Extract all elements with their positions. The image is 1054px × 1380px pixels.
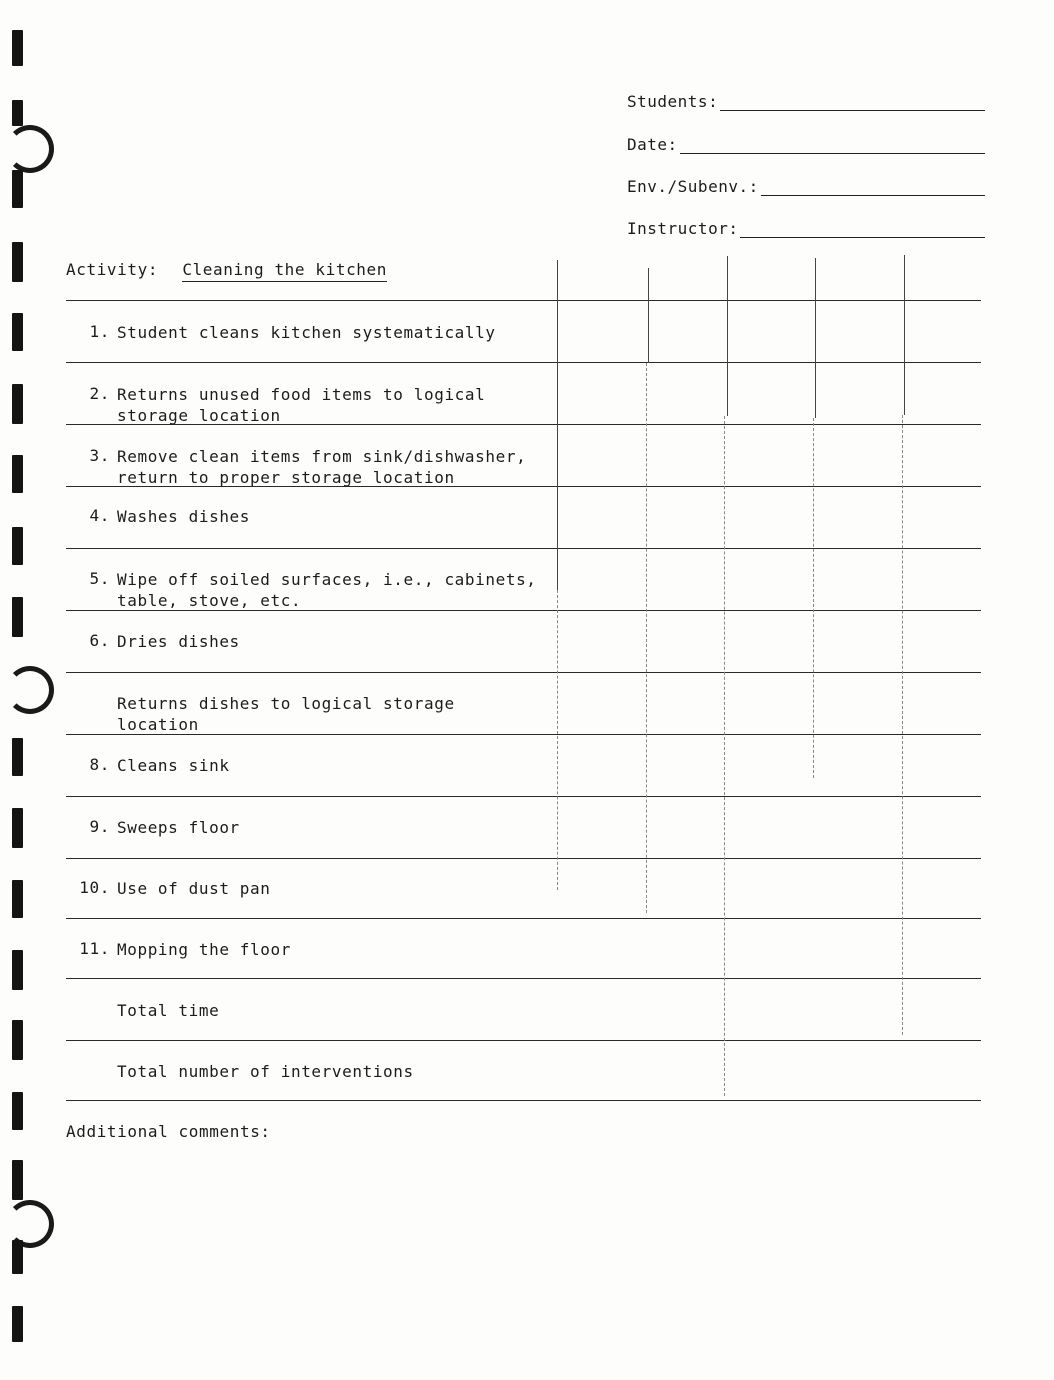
total-time-label — [117, 1000, 547, 1021]
row-label — [117, 631, 547, 652]
instructor-field[interactable] — [627, 217, 985, 238]
row-number: 9. — [89, 817, 110, 836]
binder-hole — [6, 125, 54, 173]
binder-mark — [12, 313, 23, 351]
binder-mark — [12, 527, 23, 565]
instructor-label: Instructor: — [627, 219, 739, 238]
env-label: Env./Subenv.: — [627, 177, 759, 196]
activity-value: Cleaning the kitchen — [182, 260, 387, 282]
students-label: Students: — [627, 92, 719, 111]
row-label-line: Use of dust pan — [117, 879, 271, 898]
table-rule — [66, 918, 981, 919]
table-rule — [66, 1100, 981, 1101]
row-label-line: Sweeps floor — [117, 818, 240, 837]
additional-comments-label: Additional comments: — [66, 1122, 271, 1141]
binder-mark — [12, 455, 23, 493]
students-field[interactable] — [627, 90, 985, 111]
row-label-line: storage location — [117, 406, 281, 425]
row-label-line: Dries dishes — [117, 632, 240, 651]
date-field[interactable] — [627, 133, 985, 154]
row-number: 8. — [89, 755, 110, 774]
row-label — [117, 817, 547, 838]
column-divider — [724, 416, 725, 1096]
binder-hole — [6, 666, 54, 714]
date-label: Date: — [627, 135, 678, 154]
students-blank[interactable] — [720, 90, 985, 111]
row-label-line: Washes dishes — [117, 507, 251, 526]
row-label-line: Cleans sink — [117, 756, 230, 775]
row-number: 6. — [89, 631, 110, 650]
binder-mark — [12, 1020, 23, 1060]
env-blank[interactable] — [761, 175, 985, 196]
row-label — [117, 322, 547, 343]
column-divider — [648, 268, 649, 363]
row-label-line: return to proper storage location — [117, 468, 455, 487]
binder-mark — [12, 950, 23, 990]
column-divider — [902, 415, 903, 1035]
row-label — [117, 446, 557, 488]
table-rule — [66, 300, 981, 301]
instructor-blank[interactable] — [740, 217, 985, 238]
binder-mark — [12, 738, 23, 776]
column-divider — [815, 258, 816, 418]
table-rule — [66, 548, 981, 549]
env-field[interactable] — [627, 175, 985, 196]
row-label-line: Student cleans kitchen systematically — [117, 323, 496, 342]
binder-mark — [12, 384, 23, 424]
row-number: 5. — [89, 569, 110, 588]
table-rule — [66, 858, 981, 859]
binder-mark — [12, 880, 23, 918]
binder-mark — [12, 1092, 23, 1130]
row-number: 1. — [89, 322, 110, 341]
row-label-line: Mopping the floor — [117, 940, 291, 959]
binder-mark — [12, 100, 23, 126]
table-rule — [66, 796, 981, 797]
table-rule — [66, 978, 981, 979]
activity-label: Activity: — [66, 260, 159, 279]
row-number: 3. — [89, 446, 110, 465]
row-label-line: Remove clean items from sink/dishwasher, — [117, 447, 527, 466]
binder-mark — [12, 808, 23, 848]
date-blank[interactable] — [680, 133, 985, 154]
row-label — [117, 939, 547, 960]
row-number: 10. — [79, 878, 110, 897]
row-label-line: Returns dishes to logical storage — [117, 694, 455, 713]
row-label — [117, 384, 547, 426]
row-label — [117, 506, 547, 527]
column-divider — [813, 418, 814, 778]
column-divider — [727, 256, 728, 416]
binder-mark — [12, 170, 23, 208]
binder-mark — [12, 1240, 23, 1274]
table-rule — [66, 362, 981, 363]
table-rule — [66, 1040, 981, 1041]
binder-mark — [12, 30, 23, 66]
binder-mark — [12, 1160, 23, 1200]
row-label — [117, 755, 547, 776]
binder-mark — [12, 597, 23, 637]
binder-mark — [12, 1306, 23, 1342]
row-label-line: Returns unused food items to logical — [117, 385, 486, 404]
row-label — [117, 878, 547, 899]
row-number: 11. — [79, 939, 110, 958]
column-divider — [904, 255, 905, 415]
row-label — [117, 569, 557, 611]
activity-heading — [66, 260, 387, 279]
row-label — [117, 693, 547, 735]
row-label-line: location — [117, 715, 199, 734]
row-number: 2. — [89, 384, 110, 403]
binder-mark — [12, 242, 23, 282]
row-label-line: Wipe off soiled surfaces, i.e., cabinets, — [117, 570, 537, 589]
row-label-line: Total time — [117, 1001, 220, 1020]
column-divider — [557, 590, 558, 890]
table-rule — [66, 672, 981, 673]
row-number: 4. — [89, 506, 110, 525]
total-interventions-label — [117, 1061, 547, 1082]
column-divider — [646, 363, 647, 913]
row-label-line: table, stove, etc. — [117, 591, 302, 610]
column-divider — [557, 260, 558, 590]
binder-edge — [0, 0, 70, 1380]
row-label-line: Total number of interventions — [117, 1062, 414, 1081]
